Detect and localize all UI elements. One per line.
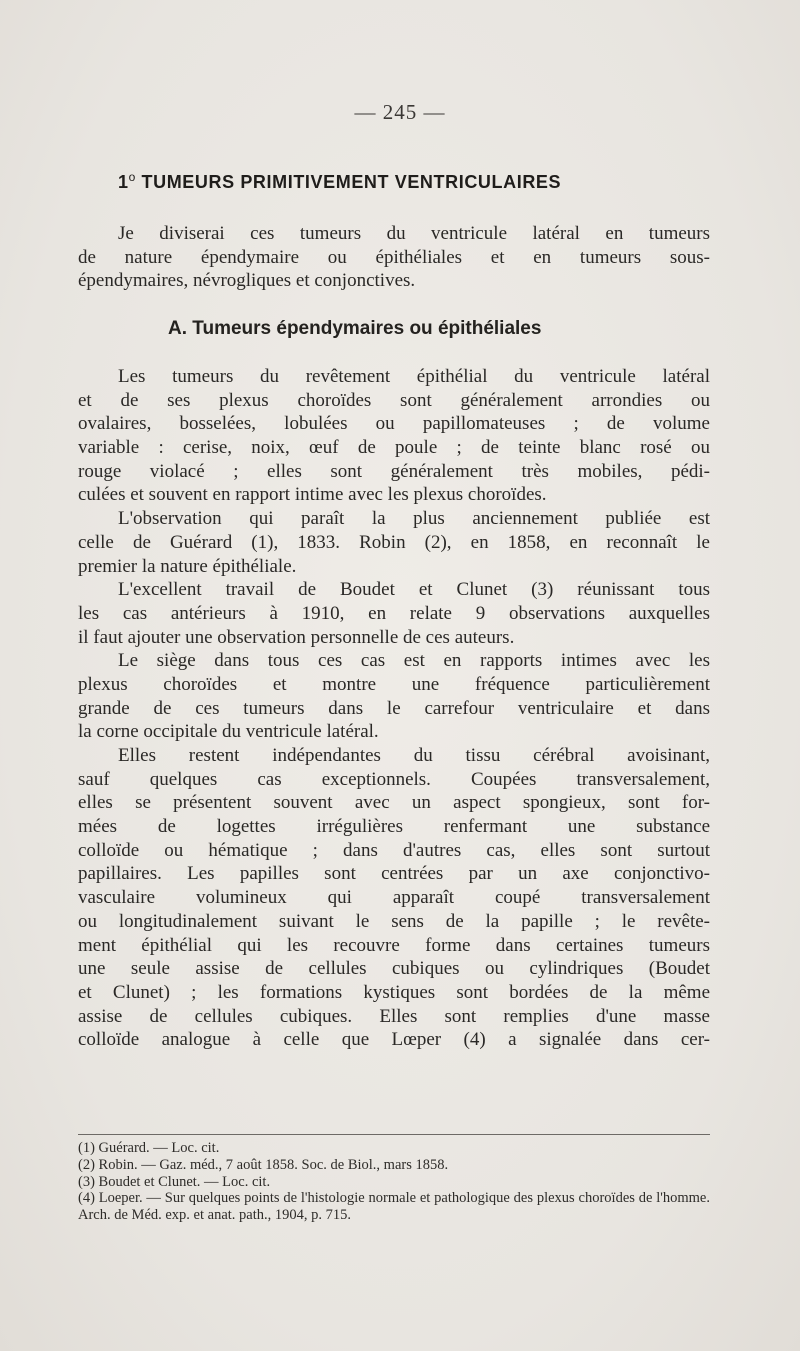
body-line: premier la nature épithéliale. (78, 555, 297, 577)
body-line: Les tumeurs du revêtement épithélial du ventricule latéral (118, 366, 710, 387)
body-line: et de ses plexus choroïdes sont généralement arrondies ou (78, 389, 710, 411)
body-line: les cas antérieurs à 1910, en relate 9 observations auxquelles (78, 602, 710, 624)
footnotes (78, 1140, 710, 1224)
section-number: 1 (118, 172, 129, 192)
body-line: variable : cerise, noix, œuf de poule ; de teinte blanc rosé ou (78, 437, 710, 459)
body-line: culées et souvent en rapport intime avec les plexus choroïdes. (78, 484, 547, 506)
body-line: papillaires. Les papilles sont centrées par un axe conjonctivo- (78, 863, 710, 885)
section-number-sup: o (128, 170, 136, 184)
section-title (118, 170, 718, 193)
body-line: mées de logettes irrégulières renfermant une substance (78, 816, 710, 838)
body-line: rouge violacé ; elles sont généralement très mobiles, pédi- (78, 460, 710, 482)
intro-line: épendymaires, névrogliques et conjonctives. (78, 270, 416, 292)
body-text (78, 365, 710, 1052)
body-line: colloïde analogue à celle que Lœper (4) a signalée dans cer- (78, 1029, 710, 1051)
subsection-title: A. Tumeurs épendymaires ou épithéliales (168, 318, 542, 339)
body-line: Elles restent indépendantes du tissu cérébral avoisinant, (118, 745, 710, 766)
body-line: et Clunet) ; les formations kystiques sont bordées de la même (78, 981, 710, 1003)
body-line: plexus choroïdes et montre une fréquence particulièrement (78, 673, 710, 695)
page-number: — 245 — (354, 100, 446, 124)
body-line: ou longitudinalement suivant le sens de la papille ; le revête- (78, 910, 710, 932)
body-line: ment épithélial qui les recouvre forme dans certaines tumeurs (78, 934, 710, 956)
intro-line: de nature épendymaire ou épithéliales et en tumeurs sous- (78, 246, 710, 268)
body-line: Le siège dans tous ces cas est en rapports intimes avec les (118, 650, 710, 672)
body-line: grande de ces tumeurs dans le carrefour ventriculaire et dans (78, 697, 710, 719)
body-line: L'observation qui paraît la plus anciennement publiée est (118, 508, 710, 530)
footnote: (4) Loeper. — Sur quelques points de l'histologie normale et pathologique des plexus choroïdes de l'homme. Arch. de Méd. exp. et anat. path., 1904, p. 715. (78, 1190, 710, 1224)
body-line: vasculaire volumineux qui apparaît coupé transversalement (78, 887, 710, 909)
intro-paragraph (78, 222, 710, 293)
footnote: (2) Robin. — Gaz. méd., 7 août 1858. Soc. de Biol., mars 1858. (78, 1156, 449, 1173)
intro-line: Je diviserai ces tumeurs du ventricule latéral en tumeurs (118, 223, 710, 244)
footnote: (3) Boudet et Clunet. — Loc. cit. (78, 1173, 271, 1190)
body-line: celle de Guérard (1), 1833. Robin (2), en 1858, en reconnaît le (78, 531, 710, 553)
body-line: la corne occipitale du ventricule latéral. (78, 721, 379, 743)
body-line: sauf quelques cas exceptionnels. Coupées transversalement, (78, 768, 710, 790)
footnote: (1) Guérard. — Loc. cit. (78, 1140, 220, 1156)
body-line: il faut ajouter une observation personnelle de ces auteurs. (78, 626, 515, 648)
footnote-divider (78, 1134, 710, 1135)
body-line: colloïde ou hématique ; dans d'autres cas, elles sont surtout (78, 839, 710, 861)
body-line: elles se présentent souvent avec un aspect spongieux, sont for- (78, 792, 710, 814)
body-line: assise de cellules cubiques. Elles sont remplies d'une masse (78, 1005, 710, 1027)
body-line: L'excellent travail de Boudet et Clunet (3) réunissant tous (118, 579, 710, 601)
body-line: ovalaires, bosselées, lobulées ou papillomateuses ; de volume (78, 413, 710, 435)
section-title-text: TUMEURS PRIMITIVEMENT VENTRICULAIRES (141, 172, 562, 192)
body-line: une seule assise de cellules cubiques ou cylindriques (Boudet (78, 958, 710, 980)
